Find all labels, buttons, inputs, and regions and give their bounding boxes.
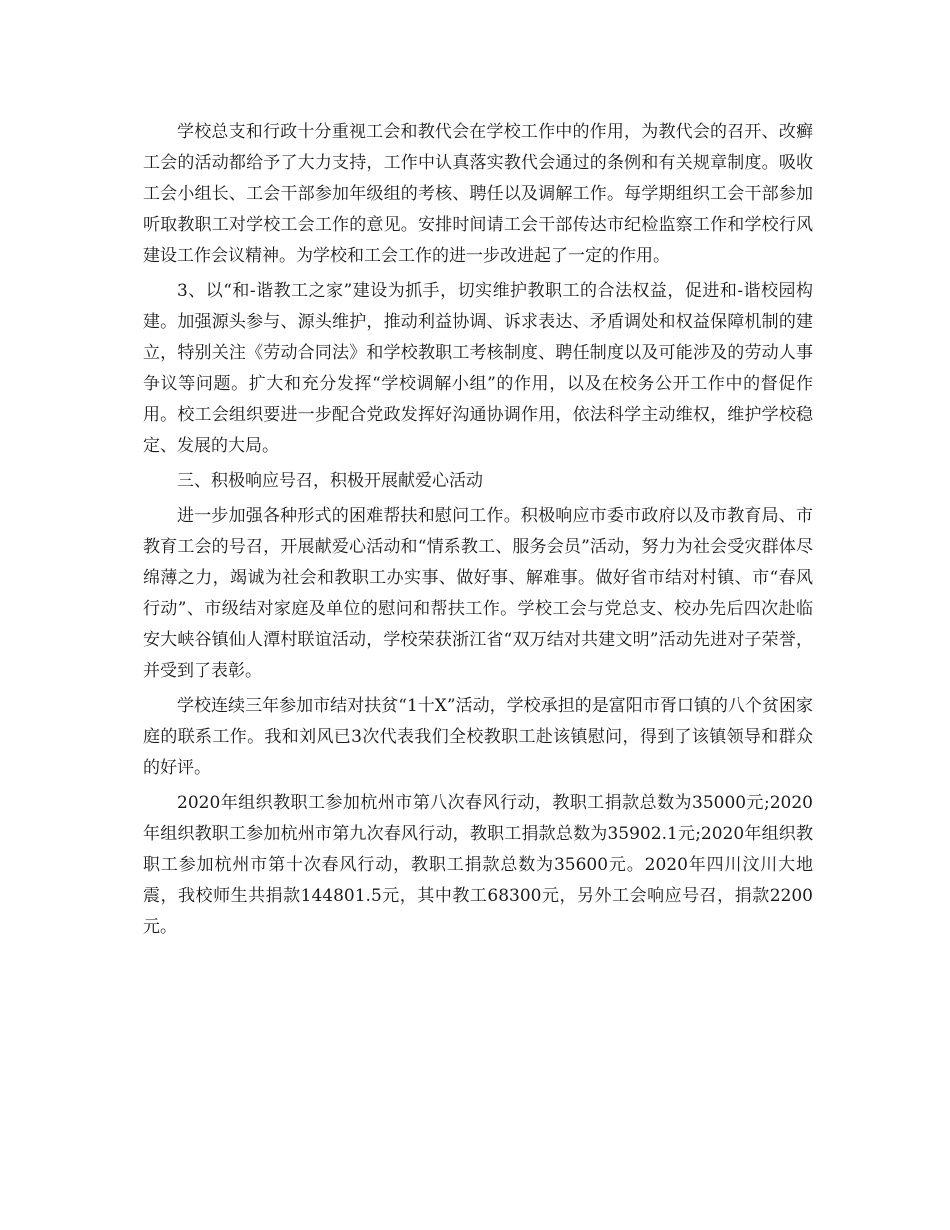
- section-heading-charity: 三、积极响应号召，积极开展献爱心活动: [177, 471, 483, 491]
- paragraph-harmonious-home: 3、以“和-谐教工之家”建设为抓手，切实维护教职工的合法权益，促进和-谐校园构建。加强源头参与、源头维护，推动利益协调、诉求表达、矛盾调处和权益保障机制的建立，特别关注《劳动合同法》和学校教职工考核制度、聘任制度以及可能涉及的劳动人事争议等问题。扩大和充分发挥“学校调解小组”的作用，以及在校务公开工作中的督促作用。校工会组织要进一步配合党政发挥好沟通协调作用，依法科学主动维权，维护学校稳定、发展的大局。: [143, 281, 813, 456]
- paragraph-poverty-pairing: 学校连续三年参加市结对扶贫“1十X”活动，学校承担的是富阳市胥口镇的八个贫困家庭的联系工作。我和刘风已3次代表我们全校教职工赴该镇慰问，得到了该镇领导和群众的好评。: [143, 696, 813, 778]
- paragraph-assistance-work: 进一步加强各种形式的困难帮扶和慰问工作。积极响应市委市政府以及市教育局、市教育工会的号召，开展献爱心活动和“情系教工、服务会员”活动，努力为社会受灾群体尽绵薄之力，竭诚为社会和教职工办实事、做好事、解难事。做好省市结对村镇、市“春风行动”、市级结对家庭及单位的慰问和帮扶工作。学校工会与党总支、校办先后四次赴临安大峡谷镇仙人潭村联谊活动，学校荣获浙江省“双万结对共建文明”活动先进对子荣誉，并受到了表彰。: [143, 506, 813, 681]
- paragraph-union-support: 学校总支和行政十分重视工会和教代会在学校工作中的作用，为教代会的召开、改癣工会的活动都给予了大力支持，工作中认真落实教代会通过的条例和有关规章制度。吸收工会小组长、工会干部参加年级组的考核、聘任以及调解工作。每学期组织工会干部参加听取教职工对学校工会工作的意见。安排时间请工会干部传达市纪检监察工作和学校行风建设工作会议精神。为学校和工会工作的进一步改进起了一定的作用。: [143, 122, 813, 266]
- document-body: [143, 117, 813, 947]
- paragraph-donations: 2020年组织教职工参加杭州市第八次春风行动，教职工捐款总数为35000元;2020年组织教职工参加杭州市第九次春风行动，教职工捐款总数为35902.1元;2020年组织教职工参加杭州市第十次春风行动，教职工捐款总数为35600元。2020年四川汶川大地震，我校师生共捐款144801.5元，其中教工68300元，另外工会响应号召，捐款2200元。: [143, 793, 813, 937]
